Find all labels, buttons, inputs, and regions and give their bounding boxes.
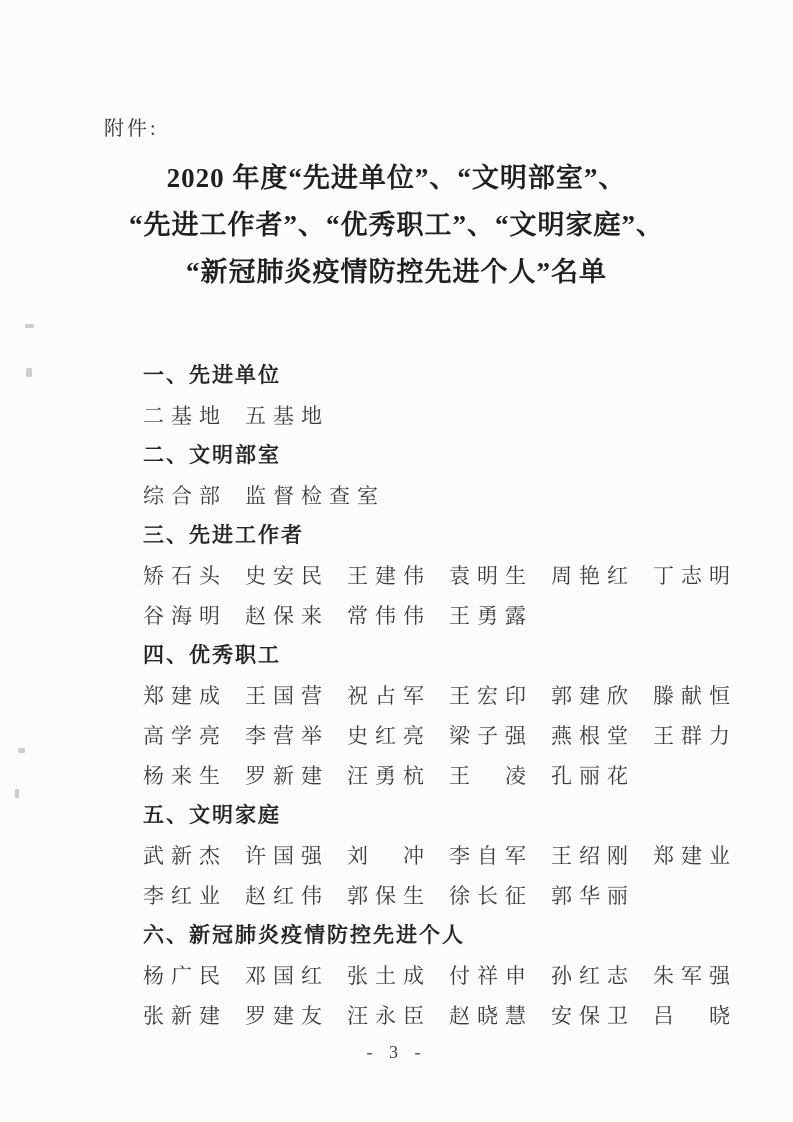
name-row xyxy=(143,476,743,516)
name-row xyxy=(143,676,743,716)
person-name: 王 凌 xyxy=(449,764,533,788)
person-name: 谷海明 xyxy=(143,604,227,628)
person-name: 张土成 xyxy=(347,964,431,988)
person-name: 邓国红 xyxy=(245,964,329,988)
document-title xyxy=(40,155,753,296)
section-heading: 二、文明部室 xyxy=(143,444,281,467)
person-name: 郭保生 xyxy=(347,884,431,908)
person-name: 祝占军 xyxy=(347,684,431,708)
person-name: 李营举 xyxy=(245,724,329,748)
person-name: 郭建欣 xyxy=(551,684,635,708)
name-row xyxy=(143,716,743,756)
person-name: 武新杰 xyxy=(143,844,227,868)
person-name: 周艳红 xyxy=(551,564,635,588)
person-name: 王群力 xyxy=(653,724,737,748)
person-name: 孔丽花 xyxy=(551,764,635,788)
name-row xyxy=(143,756,743,796)
person-name: 朱军强 xyxy=(653,964,737,988)
person-name: 罗新建 xyxy=(245,764,329,788)
person-name: 矫石头 xyxy=(143,564,227,588)
person-name: 徐长征 xyxy=(449,884,533,908)
person-name: 杨来生 xyxy=(143,764,227,788)
person-name: 李自军 xyxy=(449,844,533,868)
person-name: 郭华丽 xyxy=(551,884,635,908)
person-name: 杨广民 xyxy=(143,964,227,988)
person-name: 汪永臣 xyxy=(347,1004,431,1028)
page-number: - 3 - xyxy=(366,1042,427,1062)
person-name: 常伟伟 xyxy=(347,604,431,628)
person-name: 赵红伟 xyxy=(245,884,329,908)
section-heading: 四、优秀职工 xyxy=(143,644,281,667)
person-name: 梁子强 xyxy=(449,724,533,748)
person-name: 五基地 xyxy=(245,404,329,428)
person-name: 丁志明 xyxy=(653,564,737,588)
scan-artifact xyxy=(26,368,32,377)
person-name: 李红业 xyxy=(143,884,227,908)
person-name: 汪勇杭 xyxy=(347,764,431,788)
section-heading: 三、先进工作者 xyxy=(143,524,304,547)
person-name: 吕 晓 xyxy=(653,1004,737,1028)
person-name: 孙红志 xyxy=(551,964,635,988)
person-name: 郑建业 xyxy=(653,844,737,868)
person-name: 许国强 xyxy=(245,844,329,868)
scan-artifact xyxy=(18,748,25,753)
scan-artifact xyxy=(15,789,19,798)
person-name: 赵保来 xyxy=(245,604,329,628)
person-name: 史红亮 xyxy=(347,724,431,748)
title-line-2: “先进工作者”、“优秀职工”、“文明家庭”、 xyxy=(129,210,664,240)
person-name: 郑建成 xyxy=(143,684,227,708)
person-name: 安保卫 xyxy=(551,1004,635,1028)
person-name: 王绍刚 xyxy=(551,844,635,868)
section-heading: 一、先进单位 xyxy=(143,364,281,387)
person-name: 王宏印 xyxy=(449,684,533,708)
person-name: 付祥申 xyxy=(449,964,533,988)
title-line-3: “新冠肺炎疫情防控先进个人”名单 xyxy=(186,257,607,287)
person-name: 张新建 xyxy=(143,1004,227,1028)
section-heading: 五、文明家庭 xyxy=(143,804,281,827)
person-name: 高学亮 xyxy=(143,724,227,748)
name-row xyxy=(143,396,743,436)
scan-artifact xyxy=(25,324,34,328)
person-name: 史安民 xyxy=(245,564,329,588)
name-row xyxy=(143,996,743,1036)
person-name: 二基地 xyxy=(143,404,227,428)
name-row xyxy=(143,956,743,996)
person-name: 刘 冲 xyxy=(347,844,431,868)
name-row xyxy=(143,876,743,916)
person-name: 王建伟 xyxy=(347,564,431,588)
person-name: 袁明生 xyxy=(449,564,533,588)
person-name: 监督检查室 xyxy=(245,484,385,508)
person-name: 王勇露 xyxy=(449,604,533,628)
title-line-1: 2020 年度“先进单位”、“文明部室”、 xyxy=(166,163,627,193)
person-name: 赵晓慧 xyxy=(449,1004,533,1028)
person-name: 滕献恒 xyxy=(653,684,737,708)
name-row xyxy=(143,596,743,636)
attachment-label: 附件: xyxy=(104,118,159,140)
person-name: 燕根堂 xyxy=(551,724,635,748)
name-row xyxy=(143,836,743,876)
section-heading: 六、新冠肺炎疫情防控先进个人 xyxy=(143,924,465,947)
name-row xyxy=(143,556,743,596)
person-name: 王国营 xyxy=(245,684,329,708)
person-name: 综合部 xyxy=(143,484,227,508)
person-name: 罗建友 xyxy=(245,1004,329,1028)
document-body xyxy=(143,356,743,1036)
